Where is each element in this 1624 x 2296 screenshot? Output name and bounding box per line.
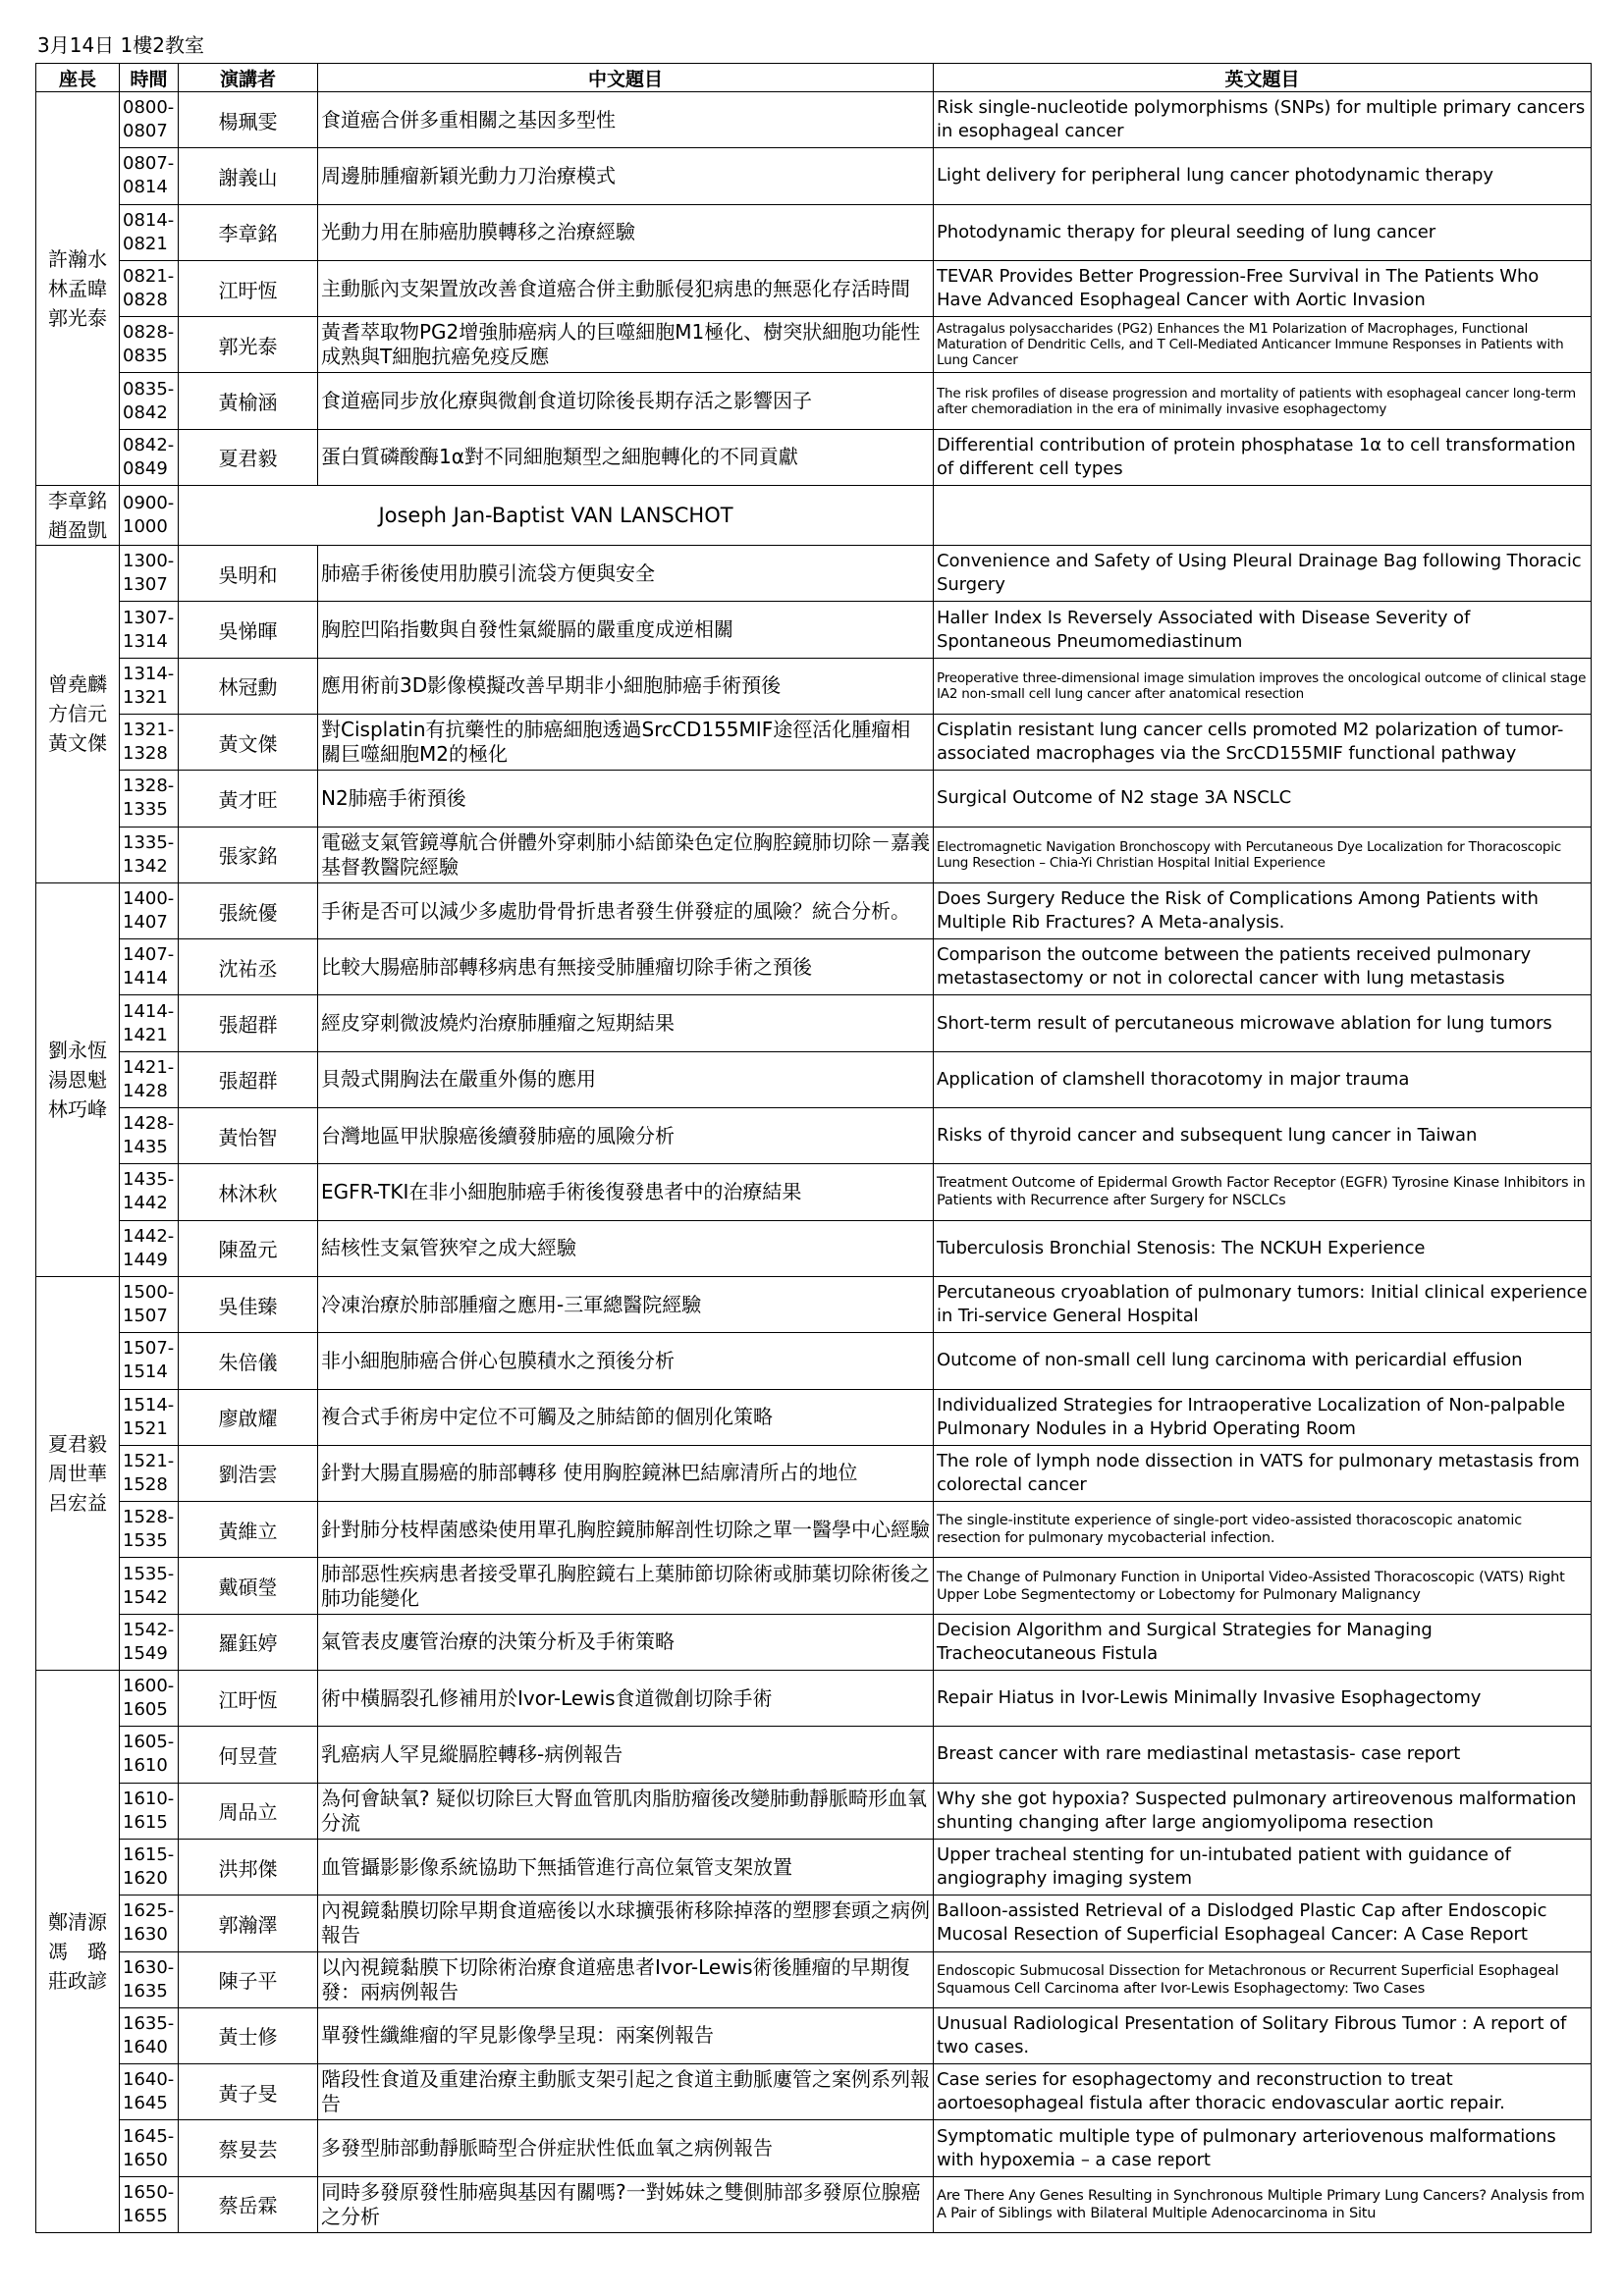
time-slot — [120, 827, 179, 882]
table-row — [36, 2120, 1592, 2176]
english-title: Decision Algorithm and Surgical Strategies for Managing Tracheocutaneous Fistula — [934, 1614, 1592, 1670]
speaker-name: 張超群 — [179, 1051, 318, 1107]
time-start: 1407- — [123, 944, 175, 966]
speaker-name: 何昱萱 — [179, 1727, 318, 1783]
time-slot — [120, 1614, 179, 1670]
table-row — [36, 373, 1592, 429]
english-title: Percutaneous cryoablation of pulmonary tumors: Initial clinical experience in Tri-service General Hospital — [934, 1276, 1592, 1332]
table-row — [36, 1727, 1592, 1783]
time-slot — [120, 92, 179, 148]
time-slot — [120, 1783, 179, 1839]
speaker-name: 李章銘 — [179, 204, 318, 260]
chair-name: 林孟暐 — [48, 277, 107, 301]
time-slot — [120, 658, 179, 714]
table-row — [36, 1502, 1592, 1558]
time-slot — [120, 2007, 179, 2063]
english-title: The risk profiles of disease progression and mortality of patients with esophageal cancer long-term after chemoradiation in the era of minimally invasive esophagectomy — [934, 373, 1592, 429]
session-chairs — [36, 1276, 120, 1670]
chinese-title: 為何會缺氧? 疑似切除巨大腎血管肌肉脂肪瘤後改變肺動靜脈畸形血氧分流 — [318, 1783, 934, 1839]
time-end: 1645 — [123, 2093, 168, 2114]
time-start: 0807- — [123, 153, 175, 175]
speaker-name: 吳明和 — [179, 546, 318, 602]
english-title: Unusual Radiological Presentation of Solitary Fibrous Tumor : A report of two cases. — [934, 2007, 1592, 2063]
table-row — [36, 1951, 1592, 2007]
time-slot — [120, 995, 179, 1051]
time-end: 1528 — [123, 1473, 168, 1495]
time-slot — [120, 714, 179, 770]
chinese-title: 電磁支氣管鏡導航合併體外穿刺肺小結節染色定位胸腔鏡肺切除－嘉義基督教醫院經驗 — [318, 827, 934, 882]
speaker-name: 沈祐丞 — [179, 939, 318, 995]
chinese-title: 冷凍治療於肺部腫瘤之應用-三軍總醫院經驗 — [318, 1276, 934, 1332]
time-slot — [120, 1558, 179, 1614]
english-title: Tuberculosis Bronchial Stenosis: The NCKUH Experience — [934, 1220, 1592, 1276]
time-start: 1335- — [123, 831, 175, 853]
speaker-name: 陳子平 — [179, 1951, 318, 2007]
chinese-title: EGFR-TKI在非小細胞肺癌手術後復發患者中的治療結果 — [318, 1164, 934, 1220]
chinese-title: 氣管表皮廔管治療的決策分析及手術策略 — [318, 1614, 934, 1670]
time-start: 1630- — [123, 1956, 175, 1978]
col-header-speaker: 演講者 — [179, 64, 318, 92]
time-start: 0828- — [123, 322, 175, 344]
time-end: 1307 — [123, 574, 168, 596]
table-row — [36, 714, 1592, 770]
chinese-title: 多發型肺部動靜脈畸型合併症狀性低血氧之病例報告 — [318, 2120, 934, 2176]
chair-name: 莊政諺 — [48, 1969, 107, 1993]
speaker-name: 江旴恆 — [179, 260, 318, 316]
chair-name: 許瀚水 — [48, 247, 107, 272]
english-title: Upper tracheal stenting for un-intubated patient with guidance of angiography imaging system — [934, 1839, 1592, 1895]
time-end: 1535 — [123, 1530, 168, 1552]
time-start: 0800- — [123, 97, 175, 119]
time-slot — [120, 939, 179, 995]
speaker-name: 夏君毅 — [179, 429, 318, 485]
col-header-chair: 座長 — [36, 64, 120, 92]
time-end: 1442 — [123, 1193, 168, 1214]
english-title: Case series for esophagectomy and reconstruction to treat aortoesophageal fistula after thoracic endovascular aortic repair. — [934, 2064, 1592, 2120]
time-slot — [120, 486, 179, 546]
speaker-name: 陳盈元 — [179, 1220, 318, 1276]
chair-name: 林巧峰 — [48, 1096, 107, 1121]
session-chairs — [36, 486, 120, 546]
table-row — [36, 2007, 1592, 2063]
time-start: 1514- — [123, 1394, 175, 1415]
table-row — [36, 1783, 1592, 1839]
time-start: 1428- — [123, 1113, 175, 1135]
table-row — [36, 1839, 1592, 1895]
time-end: 0807 — [123, 121, 168, 142]
col-header-time: 時間 — [120, 64, 179, 92]
time-end: 0814 — [123, 177, 168, 198]
header-row — [36, 64, 1592, 92]
chair-name: 呂宏益 — [48, 1490, 107, 1515]
speaker-name: 黃榆涵 — [179, 373, 318, 429]
time-slot — [120, 1051, 179, 1107]
time-start: 0900- — [123, 493, 175, 514]
english-title: Cisplatin resistant lung cancer cells promoted M2 polarization of tumor-associated macrophages via the SrcCD155MIF functional pathway — [934, 714, 1592, 770]
chair-name: 馮 璐 — [48, 1940, 107, 1963]
keynote-speaker: Joseph Jan-Baptist VAN LANSCHOT — [179, 486, 934, 546]
time-slot — [120, 1445, 179, 1501]
chinese-title: 同時多發原發性肺癌與基因有關嗎?一對姊妹之雙側肺部多發原位腺癌之分析 — [318, 2176, 934, 2232]
time-start: 1521- — [123, 1450, 175, 1471]
chinese-title: 針對大腸直腸癌的肺部轉移 使用胸腔鏡淋巴結廓清所占的地位 — [318, 1445, 934, 1501]
time-start: 1650- — [123, 2181, 175, 2203]
table-row — [36, 1671, 1592, 1727]
time-slot — [120, 1502, 179, 1558]
session-chairs — [36, 546, 120, 883]
speaker-name: 吳悌暉 — [179, 602, 318, 658]
time-end: 0828 — [123, 290, 168, 311]
time-end: 1514 — [123, 1362, 168, 1383]
time-start: 1640- — [123, 2069, 175, 2091]
time-start: 1400- — [123, 888, 175, 909]
chair-name: 夏君毅 — [48, 1431, 107, 1456]
time-start: 1321- — [123, 720, 175, 741]
time-slot — [120, 1333, 179, 1389]
english-title: Why she got hypoxia? Suspected pulmonary artireovenous malformation shunting changing after large angiomyolipoma resection — [934, 1783, 1592, 1839]
time-slot — [120, 2176, 179, 2232]
english-title: Astragalus polysaccharides (PG2) Enhances the M1 Polarization of Macrophages, Functional Maturation of Dendritic Cells, and T Cell-Mediated Anticancer Immune Responses in Patients with Lung Cancer — [934, 317, 1592, 373]
speaker-name: 張家銘 — [179, 827, 318, 882]
time-end: 1620 — [123, 1868, 168, 1890]
time-start: 0814- — [123, 209, 175, 231]
table-row — [36, 602, 1592, 658]
english-title: Balloon-assisted Retrieval of a Dislodged Plastic Cap after Endoscopic Mucosal Resection of Superficial Esophageal Cancer: A Case Report — [934, 1896, 1592, 1951]
chair-name: 鄭清源 — [48, 1910, 107, 1934]
table-row — [36, 771, 1592, 827]
time-start: 1615- — [123, 1844, 175, 1866]
chinese-title: 對Cisplatin有抗藥性的肺癌細胞透過SrcCD155MIF途徑活化腫瘤相關巨噬細胞M2的極化 — [318, 714, 934, 770]
table-row — [36, 1558, 1592, 1614]
speaker-name: 張超群 — [179, 995, 318, 1051]
time-end: 1521 — [123, 1417, 168, 1439]
english-title — [934, 486, 1592, 546]
chinese-title: 乳癌病人罕見縱膈腔轉移-病例報告 — [318, 1727, 934, 1783]
english-title: TEVAR Provides Better Progression-Free Survival in The Patients Who Have Advanced Esophageal Cancer with Aortic Invasion — [934, 260, 1592, 316]
chinese-title: 血管攝影影像系統協助下無插管進行高位氣管支架放置 — [318, 1839, 934, 1895]
speaker-name: 郭瀚澤 — [179, 1896, 318, 1951]
english-title: Does Surgery Reduce the Risk of Complications Among Patients with Multiple Rib Fractures? A Meta-analysis. — [934, 882, 1592, 938]
time-slot — [120, 1276, 179, 1332]
english-title: Surgical Outcome of N2 stage 3A NSCLC — [934, 771, 1592, 827]
english-title: Application of clamshell thoracotomy in major trauma — [934, 1051, 1592, 1107]
english-title: Risk single-nucleotide polymorphisms (SNPs) for multiple primary cancers in esophageal cancer — [934, 92, 1592, 148]
time-slot — [120, 204, 179, 260]
english-title: Endoscopic Submucosal Dissection for Metachronous or Recurrent Superficial Esophageal Squamous Cell Carcinoma after Ivor-Lewis Esophagectomy: Two Cases — [934, 1951, 1592, 2007]
speaker-name: 廖啟耀 — [179, 1389, 318, 1445]
table-row — [36, 148, 1592, 204]
time-end: 1610 — [123, 1755, 168, 1777]
chair-name: 方信元 — [48, 702, 107, 726]
table-row — [36, 827, 1592, 882]
schedule-body — [36, 92, 1592, 2233]
chinese-title: 肺部惡性疾病患者接受單孔胸腔鏡右上葉肺節切除術或肺葉切除術後之肺功能變化 — [318, 1558, 934, 1614]
table-row — [36, 1108, 1592, 1164]
time-end: 0821 — [123, 233, 168, 254]
chinese-title: 內視鏡黏膜切除早期食道癌後以水球擴張術移除掉落的塑膠套頭之病例報告 — [318, 1896, 934, 1951]
col-header-chinese-title: 中文題目 — [318, 64, 934, 92]
english-title: The Change of Pulmonary Function in Uniportal Video-Assisted Thoracoscopic (VATS) Right Upper Lobe Segmentectomy or Lobectomy for Pulmonary Malignancy — [934, 1558, 1592, 1614]
table-row — [36, 429, 1592, 485]
table-row — [36, 1896, 1592, 1951]
time-start: 1645- — [123, 2125, 175, 2147]
table-row — [36, 1445, 1592, 1501]
speaker-name: 黃才旺 — [179, 771, 318, 827]
chinese-title: 手術是否可以減少多處肋骨骨折患者發生併發症的風險？統合分析。 — [318, 882, 934, 938]
speaker-name: 朱倍儀 — [179, 1333, 318, 1389]
time-start: 1635- — [123, 2012, 175, 2034]
table-row — [36, 486, 1592, 546]
chinese-title: 食道癌合併多重相關之基因多型性 — [318, 92, 934, 148]
table-row — [36, 204, 1592, 260]
english-title: Outcome of non-small cell lung carcinoma with pericardial effusion — [934, 1333, 1592, 1389]
english-title: Breast cancer with rare mediastinal metastasis- case report — [934, 1727, 1592, 1783]
table-row — [36, 1333, 1592, 1389]
chinese-title: 周邊肺腫瘤新穎光動力刀治療模式 — [318, 148, 934, 204]
chinese-title: 針對肺分枝桿菌感染使用單孔胸腔鏡肺解剖性切除之單一醫學中心經驗 — [318, 1502, 934, 1558]
time-start: 1605- — [123, 1732, 175, 1753]
time-start: 1500- — [123, 1282, 175, 1304]
time-end: 1615 — [123, 1811, 168, 1833]
time-slot — [120, 2064, 179, 2120]
speaker-name: 羅鈺婷 — [179, 1614, 318, 1670]
speaker-name: 林沐秋 — [179, 1164, 318, 1220]
english-title: Differential contribution of protein phosphatase 1α to cell transformation of different cell types — [934, 429, 1592, 485]
time-start: 1435- — [123, 1169, 175, 1191]
table-row — [36, 1614, 1592, 1670]
time-end: 1435 — [123, 1137, 168, 1158]
time-end: 1640 — [123, 2036, 168, 2057]
speaker-name: 楊珮雯 — [179, 92, 318, 148]
table-row — [36, 1220, 1592, 1276]
speaker-name: 郭光泰 — [179, 317, 318, 373]
table-row — [36, 995, 1592, 1051]
chinese-title: 以內視鏡黏膜下切除術治療食道癌患者Ivor-Lewis術後腫瘤的早期復發：兩病例報告 — [318, 1951, 934, 2007]
chinese-title: 比較大腸癌肺部轉移病患有無接受肺腫瘤切除手術之預後 — [318, 939, 934, 995]
table-row — [36, 546, 1592, 602]
english-title: Haller Index Is Reversely Associated with Disease Severity of Spontaneous Pneumomediastinum — [934, 602, 1592, 658]
time-slot — [120, 771, 179, 827]
time-end: 0842 — [123, 401, 168, 423]
time-slot — [120, 1727, 179, 1783]
time-start: 1600- — [123, 1676, 175, 1697]
time-end: 1542 — [123, 1586, 168, 1608]
speaker-name: 蔡妟芸 — [179, 2120, 318, 2176]
english-title: The role of lymph node dissection in VATS for pulmonary metastasis from colorectal cancer — [934, 1445, 1592, 1501]
english-title: Repair Hiatus in Ivor-Lewis Minimally Invasive Esophagectomy — [934, 1671, 1592, 1727]
chinese-title: 結核性支氣管狹窄之成大經驗 — [318, 1220, 934, 1276]
chinese-title: 單發性纖維瘤的罕見影像學呈現：兩案例報告 — [318, 2007, 934, 2063]
time-end: 1342 — [123, 855, 168, 877]
chinese-title: 肺癌手術後使用肋膜引流袋方便與安全 — [318, 546, 934, 602]
speaker-name: 黃子旻 — [179, 2064, 318, 2120]
speaker-name: 吳佳臻 — [179, 1276, 318, 1332]
chair-name: 趙盈凱 — [48, 518, 107, 543]
table-row — [36, 1276, 1592, 1332]
session-chairs — [36, 1671, 120, 2233]
time-end: 0835 — [123, 346, 168, 367]
table-row — [36, 658, 1592, 714]
speaker-name: 洪邦傑 — [179, 1839, 318, 1895]
time-start: 1414- — [123, 1000, 175, 1022]
chinese-title: 蛋白質磷酸酶1α對不同細胞類型之細胞轉化的不同貢獻 — [318, 429, 934, 485]
time-start: 1625- — [123, 1900, 175, 1922]
time-slot — [120, 2120, 179, 2176]
time-slot — [120, 317, 179, 373]
time-start: 1528- — [123, 1507, 175, 1528]
time-slot — [120, 1164, 179, 1220]
time-end: 1630 — [123, 1924, 168, 1946]
speaker-name: 周品立 — [179, 1783, 318, 1839]
time-end: 1321 — [123, 686, 168, 708]
time-slot — [120, 1671, 179, 1727]
time-end: 1655 — [123, 2205, 168, 2226]
time-slot — [120, 1896, 179, 1951]
table-row — [36, 2176, 1592, 2232]
schedule-table — [35, 63, 1592, 2233]
time-end: 1428 — [123, 1080, 168, 1101]
chinese-title: 階段性食道及重建治療主動脈支架引起之食道主動脈廔管之案例系列報告 — [318, 2064, 934, 2120]
table-row — [36, 882, 1592, 938]
english-title: Are There Any Genes Resulting in Synchronous Multiple Primary Lung Cancers? Analysis from A Pair of Siblings with Bilateral Multiple Adenocarcinoma in Situ — [934, 2176, 1592, 2232]
chinese-title: 經皮穿刺微波燒灼治療肺腫瘤之短期結果 — [318, 995, 934, 1051]
time-slot — [120, 1389, 179, 1445]
time-end: 1000 — [123, 516, 168, 538]
time-end: 1421 — [123, 1024, 168, 1045]
time-start: 1535- — [123, 1563, 175, 1584]
chinese-title: 黃耆萃取物PG2增強肺癌病人的巨噬細胞M1極化、樹突狀細胞功能性成熟與T細胞抗癌免疫反應 — [318, 317, 934, 373]
table-row — [36, 939, 1592, 995]
speaker-name: 張統優 — [179, 882, 318, 938]
chinese-title: 貝殼式開胸法在嚴重外傷的應用 — [318, 1051, 934, 1107]
time-slot — [120, 1220, 179, 1276]
time-start: 0835- — [123, 378, 175, 400]
chinese-title: 主動脈內支架置放改善食道癌合併主動脈侵犯病患的無惡化存活時間 — [318, 260, 934, 316]
english-title: Short-term result of percutaneous microwave ablation for lung tumors — [934, 995, 1592, 1051]
time-end: 1635 — [123, 1980, 168, 2002]
time-slot — [120, 429, 179, 485]
time-end: 1449 — [123, 1249, 168, 1270]
english-title: The single-institute experience of single-port video-assisted thoracoscopic anatomic resection for pulmonary mycobacterial infection. — [934, 1502, 1592, 1558]
time-start: 1307- — [123, 607, 175, 628]
session-chairs — [36, 882, 120, 1276]
english-title: Convenience and Safety of Using Pleural Drainage Bag following Thoracic Surgery — [934, 546, 1592, 602]
chinese-title: 複合式手術房中定位不可觸及之肺結節的個別化策略 — [318, 1389, 934, 1445]
time-start: 0821- — [123, 266, 175, 288]
speaker-name: 黃文傑 — [179, 714, 318, 770]
time-end: 1549 — [123, 1642, 168, 1664]
chinese-title: 食道癌同步放化療與微創食道切除後長期存活之影響因子 — [318, 373, 934, 429]
chinese-title: 非小細胞肺癌合併心包膜積水之預後分析 — [318, 1333, 934, 1389]
speaker-name: 江旴恆 — [179, 1671, 318, 1727]
time-slot — [120, 1951, 179, 2007]
time-slot — [120, 546, 179, 602]
table-row — [36, 2064, 1592, 2120]
time-end: 1414 — [123, 968, 168, 989]
chinese-title: N2肺癌手術預後 — [318, 771, 934, 827]
english-title: Electromagnetic Navigation Bronchoscopy with Percutaneous Dye Localization for Thoracoscopic Lung Resection – Chia-Yi Christian Hospital Initial Experience — [934, 827, 1592, 882]
speaker-name: 黃維立 — [179, 1502, 318, 1558]
time-start: 1542- — [123, 1619, 175, 1640]
table-row — [36, 92, 1592, 148]
speaker-name: 黃怡智 — [179, 1108, 318, 1164]
time-slot — [120, 373, 179, 429]
english-title: Risks of thyroid cancer and subsequent lung cancer in Taiwan — [934, 1108, 1592, 1164]
chinese-title: 光動力用在肺癌肋膜轉移之治療經驗 — [318, 204, 934, 260]
table-row — [36, 1389, 1592, 1445]
time-end: 1328 — [123, 743, 168, 765]
chair-name: 黃文傑 — [48, 731, 107, 756]
chair-name: 周世華 — [48, 1461, 107, 1485]
english-title: Individualized Strategies for Intraoperative Localization of Non-palpable Pulmonary Nodules in a Hybrid Operating Room — [934, 1389, 1592, 1445]
time-slot — [120, 882, 179, 938]
time-end: 1314 — [123, 630, 168, 652]
chair-name: 曾堯麟 — [48, 672, 107, 697]
time-slot — [120, 148, 179, 204]
time-slot — [120, 260, 179, 316]
chinese-title: 胸腔凹陷指數與自發性氣縱膈的嚴重度成逆相關 — [318, 602, 934, 658]
time-start: 1507- — [123, 1338, 175, 1360]
time-start: 1421- — [123, 1056, 175, 1078]
speaker-name: 謝義山 — [179, 148, 318, 204]
english-title: Comparison the outcome between the patients received pulmonary metastasectomy or not in colorectal cancer with lung metastasis — [934, 939, 1592, 995]
english-title: Photodynamic therapy for pleural seeding of lung cancer — [934, 204, 1592, 260]
time-slot — [120, 602, 179, 658]
time-end: 1507 — [123, 1306, 168, 1327]
chinese-title: 台灣地區甲狀腺癌後續發肺癌的風險分析 — [318, 1108, 934, 1164]
time-start: 1300- — [123, 551, 175, 572]
time-end: 1335 — [123, 799, 168, 821]
time-start: 1328- — [123, 775, 175, 797]
speaker-name: 劉浩雲 — [179, 1445, 318, 1501]
time-slot — [120, 1839, 179, 1895]
time-slot — [120, 1108, 179, 1164]
chair-name: 郭光泰 — [48, 306, 107, 331]
table-row — [36, 1051, 1592, 1107]
speaker-name: 蔡岳霖 — [179, 2176, 318, 2232]
chinese-title: 應用術前3D影像模擬改善早期非小細胞肺癌手術預後 — [318, 658, 934, 714]
chair-name: 劉永恆 — [48, 1038, 107, 1062]
table-row — [36, 260, 1592, 316]
table-row — [36, 1164, 1592, 1220]
time-start: 1442- — [123, 1225, 175, 1247]
chinese-title: 術中橫膈裂孔修補用於Ivor-Lewis食道微創切除手術 — [318, 1671, 934, 1727]
page-heading: 3月14日 1樓2教室 — [37, 33, 204, 57]
english-title: Preoperative three-dimensional image simulation improves the oncological outcome of clinical stage IA2 non-small cell lung cancer after anatomical resection — [934, 658, 1592, 714]
time-start: 1314- — [123, 663, 175, 684]
time-start: 1610- — [123, 1788, 175, 1809]
table-row — [36, 317, 1592, 373]
session-chairs — [36, 92, 120, 486]
speaker-name: 黃士修 — [179, 2007, 318, 2063]
english-title: Symptomatic multiple type of pulmonary arteriovenous malformations with hypoxemia – a case report — [934, 2120, 1592, 2176]
chair-name: 湯恩魁 — [48, 1067, 107, 1092]
english-title: Treatment Outcome of Epidermal Growth Factor Receptor (EGFR) Tyrosine Kinase Inhibitors in Patients with Recurrence after Surgery for NSCLCs — [934, 1164, 1592, 1220]
time-end: 0849 — [123, 457, 168, 479]
speaker-name: 戴碩瑩 — [179, 1558, 318, 1614]
english-title: Light delivery for peripheral lung cancer photodynamic therapy — [934, 148, 1592, 204]
time-start: 0842- — [123, 434, 175, 455]
chair-name: 李章銘 — [48, 489, 107, 513]
time-end: 1605 — [123, 1699, 168, 1721]
speaker-name: 林冠勳 — [179, 658, 318, 714]
time-end: 1407 — [123, 912, 168, 933]
time-end: 1650 — [123, 2149, 168, 2170]
col-header-english-title: 英文題目 — [934, 64, 1592, 92]
